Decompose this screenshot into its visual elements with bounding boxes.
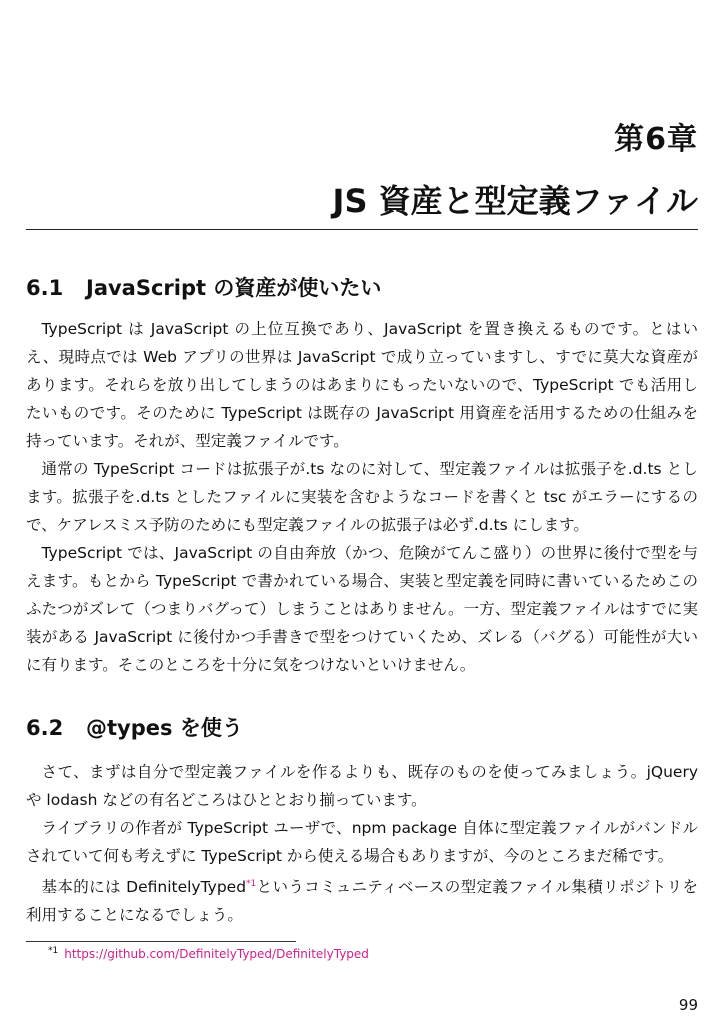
section-heading-6-1 [26,272,381,302]
footnote-url-link[interactable]: https://github.com/DefinitelyTyped/DefinitelyTyped [64,947,369,961]
chapter-divider [26,229,698,230]
section-body-6-1 [26,315,698,679]
section-title: JavaScript の資産が使いたい [86,276,382,300]
section-number: 6.2 [26,716,64,740]
footnote-reference-link[interactable]: *1 [246,879,257,889]
paragraph-text: というコミュニティベースの型定義ファイル集積リポジトリを利用することになるでしょう。 [26,878,698,925]
section-heading-6-2 [26,712,243,742]
chapter-title: JS 資産と型定義ファイル [332,182,698,220]
section-body-6-2 [26,758,698,929]
paragraph: ライブラリの作者が TypeScript ユーザで、npm package 自体に型定義ファイルがバンドルされていて何も考えずに TypeScript から使える場合もありますが、今のところまだ稀です。 [26,819,698,865]
chapter-number: 第6章 [614,122,698,157]
paragraph: TypeScript は JavaScript の上位互換であり、JavaScript を置き換えるものです。とはいえ、現時点では Web アプリの世界は JavaScript で成り立っていますし、すでに莫大な資産があります。それらを放り出してしまうのはあまりにもったいないので、TypeScript でも活用したいものです。そのために TypeScript は既存の JavaScript 用資産を活用するための仕組みを持っています。それが、型定義ファイルです。 [26,320,698,450]
footnote [48,946,369,961]
footnote-divider [26,941,296,942]
paragraph-text: 基本的には DefinitelyTyped [41,878,247,897]
paragraph: TypeScript では、JavaScript の自由奔放（かつ、危険がてんこ盛り）の世界に後付で型を与えます。もとから TypeScript で書かれている場合、実装と型定義を同時に書いているためこのふたつがズレて（つまりバグって）しまうことはありません。一方、型定義ファイルはすでに実装がある JavaScript に後付かつ手書きで型をつけていくため、ズレる（バグる）可能性が大いに有ります。そこのところを十分に気をつけないといけません。 [26,544,698,674]
paragraph: さて、まずは自分で型定義ファイルを作るよりも、既存のものを使ってみましょう。jQuery や lodash などの有名どころはひととおり揃っています。 [26,763,698,809]
footnote-mark: *1 [48,946,59,956]
paragraph [26,870,698,929]
section-number: 6.1 [26,276,64,300]
paragraph: 通常の TypeScript コードは拡張子が.ts なのに対して、型定義ファイルは拡張子を.d.ts とします。拡張子を.d.ts としたファイルに実装を含むようなコードを書くと tsc がエラーにするので、ケアレスミス予防のためにも型定義ファイルの拡張子は必ず.d.ts にします。 [26,460,698,534]
page-number: 99 [678,996,698,1014]
section-title: @types を使う [86,716,243,740]
